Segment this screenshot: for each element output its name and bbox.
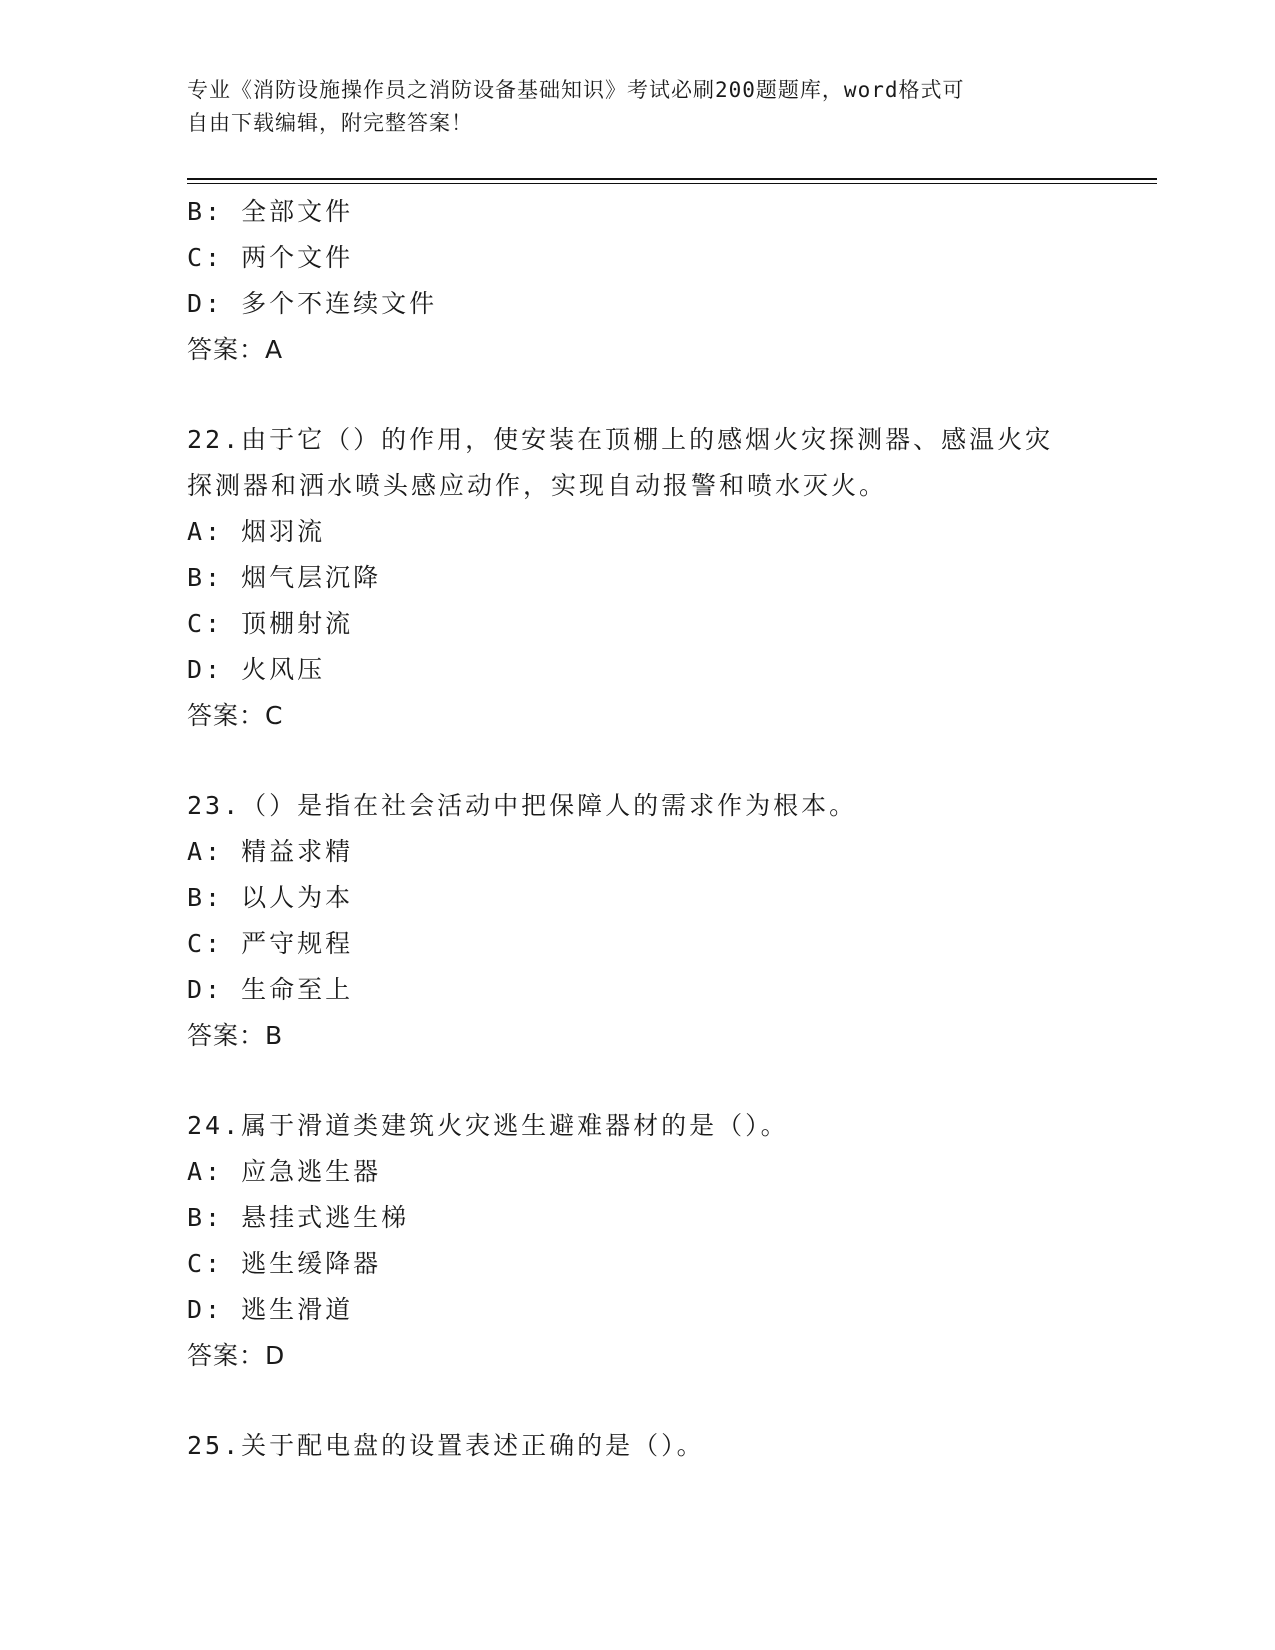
option-a: A: 精益求精 [187, 837, 354, 866]
answer: 答案：D [187, 1341, 286, 1370]
option-d: D: 逃生滑道 [187, 1295, 354, 1324]
option-c: C: 严守规程 [187, 929, 354, 958]
question-stem-line-2: 探测器和洒水喷头感应动作，实现自动报警和喷水灭火。 [187, 471, 888, 500]
option-b: B: 悬挂式逃生梯 [187, 1203, 410, 1232]
question-21-tail [187, 189, 1087, 373]
option-d: D: 多个不连续文件 [187, 289, 438, 318]
header-divider-thin [187, 183, 1157, 184]
question-22 [187, 417, 1087, 739]
option-a: A: 烟羽流 [187, 517, 326, 546]
answer: 答案：A [187, 335, 284, 364]
question-24 [187, 1103, 1087, 1379]
option-b: B: 以人为本 [187, 883, 354, 912]
question-stem-line-1: 22.由于它（）的作用，使安装在顶棚上的感烟火灾探测器、感温火灾 [187, 425, 1054, 454]
question-23 [187, 783, 1087, 1059]
question-stem: 25.关于配电盘的设置表述正确的是（）。 [187, 1431, 705, 1460]
option-b: B: 烟气层沉降 [187, 563, 382, 592]
question-25 [187, 1423, 1087, 1469]
option-b: B: 全部文件 [187, 197, 354, 226]
option-c: C: 两个文件 [187, 243, 354, 272]
option-d: D: 火风压 [187, 655, 326, 684]
question-stem: 23.（）是指在社会活动中把保障人的需求作为根本。 [187, 791, 858, 820]
option-c: C: 逃生缓降器 [187, 1249, 382, 1278]
option-a: A: 应急逃生器 [187, 1157, 382, 1186]
header-line-2: 自由下载编辑，附完整答案！ [187, 111, 473, 135]
question-list [187, 189, 1087, 1469]
header-line-1: 专业《消防设施操作员之消防设备基础知识》考试必刷200题题库，word格式可 [187, 78, 965, 102]
header-divider-thick [187, 178, 1157, 180]
option-c: C: 顶棚射流 [187, 609, 354, 638]
answer: 答案：C [187, 701, 284, 730]
option-d: D: 生命至上 [187, 975, 354, 1004]
question-stem: 24.属于滑道类建筑火灾逃生避难器材的是（）。 [187, 1111, 789, 1140]
document-header [187, 74, 1067, 140]
answer: 答案：B [187, 1021, 284, 1050]
